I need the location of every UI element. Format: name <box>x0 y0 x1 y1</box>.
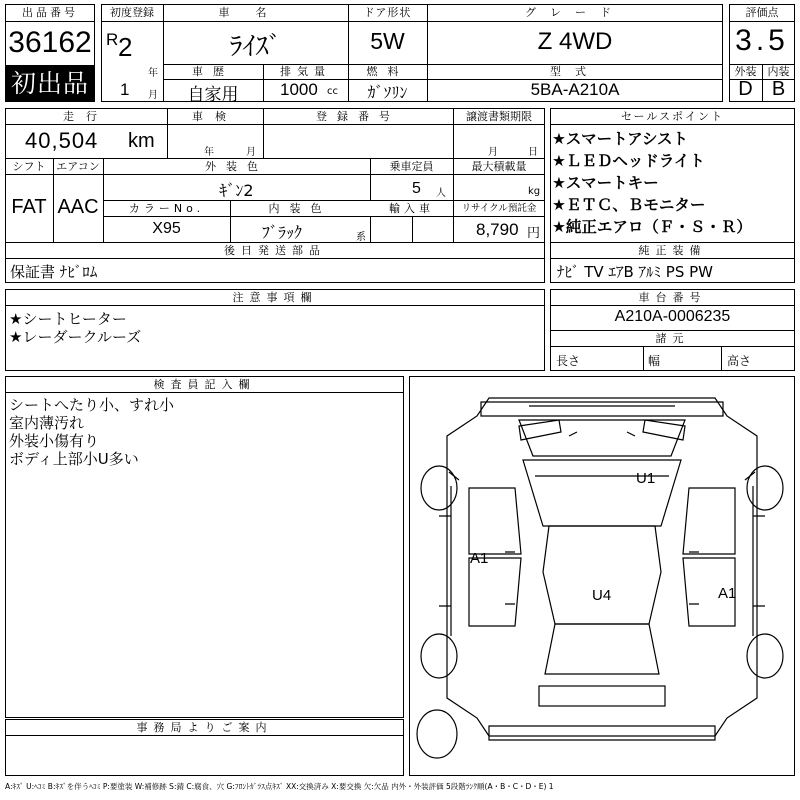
wheel-rear-right <box>747 634 783 678</box>
equipment-value: ﾅﾋﾞ TV ｴｱB ｱﾙﾐ PS PW <box>557 263 713 281</box>
capacity-label: 乗車定員 <box>389 160 434 173</box>
door-value: 5W <box>370 28 405 54</box>
color-no-value: X95 <box>152 220 181 237</box>
exterior-label: 外装 <box>734 65 757 78</box>
ac-label: エアコン <box>56 160 100 173</box>
grade-label: グレード <box>525 6 625 19</box>
month-unit: 月 <box>148 90 158 101</box>
year-unit: 年 <box>148 68 158 79</box>
sales-point-item: ★ＬＥＤヘッドライト <box>552 152 705 170</box>
door-label: ドア形状 <box>363 6 412 19</box>
right-front-door <box>683 488 735 554</box>
year-value: 2 <box>118 32 133 62</box>
chassis-label: 車台番号 <box>638 291 707 304</box>
exterior-grade: D <box>738 78 753 100</box>
transfer-day-unit: 日 <box>528 147 538 158</box>
front-bumper <box>481 402 723 416</box>
interior-label: 内装 <box>767 65 790 78</box>
wheel-rear-left <box>421 634 457 678</box>
diagram-mark: U4 <box>592 587 612 604</box>
score-label: 評価点 <box>745 6 779 19</box>
sales-points-list <box>552 128 752 238</box>
model-label: 型式 <box>550 65 600 78</box>
inspector-line: シートへたり小、すれ小 <box>9 396 175 414</box>
first-listing-text: 初出品 <box>10 69 89 98</box>
lot-label: 出品番号 <box>22 6 78 19</box>
recycle-value: 8,790 <box>476 220 519 239</box>
import-label: 輸入車 <box>389 202 434 215</box>
roof <box>543 526 661 624</box>
mileage-value: 40,504 <box>25 128 99 153</box>
history-label: 車歴 <box>192 65 234 78</box>
int-color-suffix: 系 <box>356 232 366 243</box>
recycle-unit: 円 <box>527 226 541 241</box>
dims-label: 諸元 <box>655 332 690 345</box>
inspector-line: ボディ上部小U多い <box>9 450 139 468</box>
score-value: 3.5 <box>735 24 789 57</box>
windshield <box>523 460 681 526</box>
left-front-door <box>469 488 521 554</box>
length-label: 長さ <box>556 354 581 368</box>
ext-color-label: 外装色 <box>205 160 268 173</box>
sales-point-item: ★スマートキー <box>552 174 659 192</box>
left-rear-door <box>469 558 521 626</box>
rear-window <box>545 624 659 674</box>
hood <box>519 420 685 456</box>
ac-value: AAC <box>57 196 99 218</box>
car-name-label: 車名 <box>218 6 293 19</box>
note-item: ★レーダークルーズ <box>9 328 142 346</box>
inspector-line: 室内薄汚れ <box>9 414 85 432</box>
capacity-value: 5 <box>412 180 421 197</box>
inspector-label: 検査員記入欄 <box>153 378 256 391</box>
mileage-label: 走行 <box>63 110 109 123</box>
month-value: 1 <box>120 80 130 99</box>
car-diagram <box>409 376 795 776</box>
inspector-line: 外装小傷有り <box>9 432 100 450</box>
sales-point-item: ★ＥＴＣ、Ｂモニター <box>552 196 706 214</box>
shift-label: シフト <box>12 160 46 173</box>
shift-value: FAT <box>11 196 47 218</box>
width-label: 幅 <box>648 354 661 368</box>
wheel-front-left <box>421 466 457 510</box>
legend-text: A:ｷｽﾞ U:ﾍｺﾐ B:ｷｽﾞを伴うﾍｺﾐ P:要塗装 W:補修跡 S:錆 C:腐食、穴 G:ﾌﾛﾝﾄｶﾞﾗｽ点ｷｽﾞ XX:交換済み X:要交換 欠:欠品 内外・外装評価 5段階ﾗﾝｸ順(A・B・C・D・E) 1 <box>5 782 554 791</box>
diagram-mark: A1 <box>718 585 737 602</box>
body-outline <box>447 398 757 736</box>
grade-value: Z 4WD <box>537 28 613 55</box>
int-color-label: 内装色 <box>268 202 332 215</box>
interior-grade: B <box>771 78 786 100</box>
later-parts-label: 後日発送部品 <box>224 244 326 257</box>
era: R <box>106 30 119 49</box>
lot-number: 36162 <box>8 26 92 59</box>
transfer-month-unit: 月 <box>488 147 498 158</box>
max-load-unit: kg <box>528 186 541 197</box>
office-label: 事務局よりご案内 <box>136 721 273 734</box>
sales-points-label: セールスポイント <box>620 110 724 123</box>
reg-no-label: 登録番号 <box>316 110 400 123</box>
insp-month-unit: 月 <box>246 147 256 158</box>
sales-point-item: ★純正エアロ（Ｆ・Ｓ・Ｒ） <box>552 218 752 236</box>
transfer-label: 譲渡書類期限 <box>466 110 532 123</box>
chassis-number: A210A-0006235 <box>614 308 731 325</box>
car-name: ﾗｲｽﾞ <box>229 32 282 62</box>
history-value: 自家用 <box>187 85 239 105</box>
ext-color-value: ｷﾞﾝ2 <box>219 181 254 200</box>
note-item: ★シートヒーター <box>9 310 127 328</box>
fuel-label: 燃料 <box>366 65 409 78</box>
first-listing-badge <box>5 66 95 102</box>
later-parts-value: 保証書 ﾅﾋﾞﾛﾑ <box>10 263 98 281</box>
height-label: 高さ <box>727 354 752 368</box>
fuel-value: ｶﾞｿﾘﾝ <box>367 83 408 102</box>
diagram-mark: U1 <box>636 470 656 487</box>
first-reg-label: 初度登録 <box>110 6 154 19</box>
displacement-unit: cc <box>327 86 338 97</box>
sales-point-item: ★スマートアシスト <box>552 130 689 148</box>
model-value: 5BA-A210A <box>530 80 620 99</box>
spare-tire <box>417 710 457 758</box>
diagram-mark: A1 <box>470 550 489 567</box>
equipment-label: 純正装備 <box>638 244 707 257</box>
rear-bumper <box>489 726 715 740</box>
mileage-unit: km <box>128 130 155 152</box>
displacement-label: 排気量 <box>280 65 331 78</box>
notes-list <box>9 310 141 346</box>
int-color-value: ﾌﾞﾗｯｸ <box>262 223 303 242</box>
inspector-lines <box>9 396 174 468</box>
displacement-value: 1000 <box>280 80 318 99</box>
recycle-label: リサイクル預託金 <box>461 203 537 214</box>
max-load-label: 最大積載量 <box>471 160 527 173</box>
inspection-label: 車検 <box>192 110 238 123</box>
notes-label: 注意事項欄 <box>232 291 318 304</box>
color-no-label: カラーNo. <box>128 202 205 215</box>
rear-plate <box>539 686 665 706</box>
capacity-unit: 人 <box>436 188 446 199</box>
insp-year-unit: 年 <box>204 147 214 158</box>
